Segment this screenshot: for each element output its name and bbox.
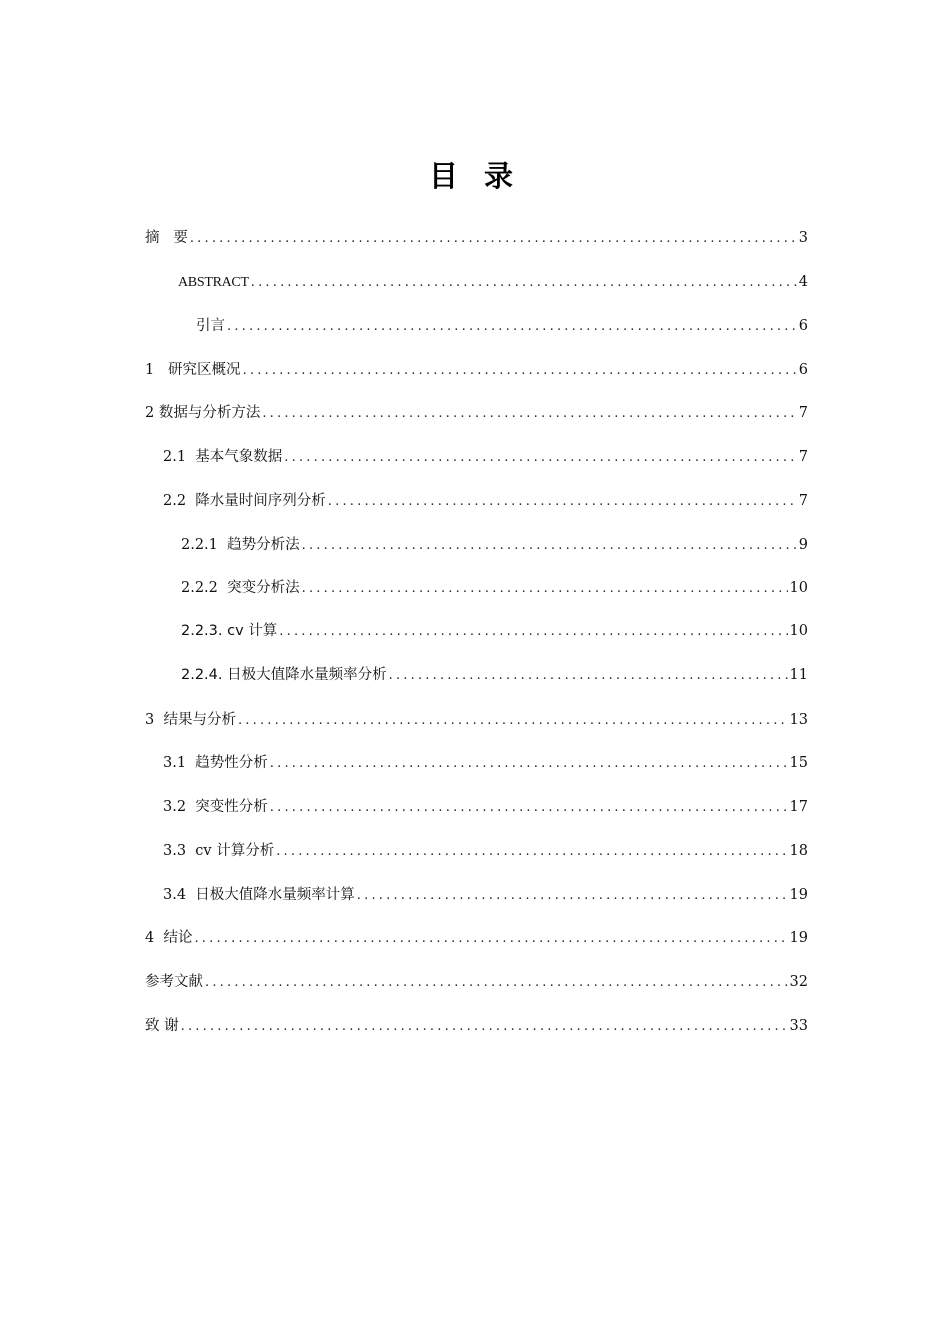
toc-leader-dots [302, 534, 797, 558]
toc-entry-label: 引言 [196, 318, 225, 334]
toc-leader-dots [190, 227, 797, 251]
toc-leader-dots [238, 709, 788, 733]
toc-entry-page: 10 [789, 580, 808, 596]
toc-entry-page: 32 [789, 974, 808, 990]
toc-leader-dots [284, 446, 796, 470]
toc-entry-page: 11 [789, 667, 808, 683]
toc-entry-label: 2.2.3. cv 计算 [181, 623, 278, 639]
toc-entry-section-4[interactable] [145, 926, 808, 950]
toc-leader-dots [194, 927, 787, 951]
toc-entry-page: 7 [798, 449, 808, 465]
toc-entry-label: 4 结论 [145, 930, 193, 946]
toc-leader-dots [251, 271, 797, 295]
toc-leader-dots [227, 315, 797, 339]
toc-leader-dots [389, 664, 788, 688]
toc-entry-label: 3.3 cv 计算分析 [163, 843, 275, 859]
toc-entry-introduction[interactable] [196, 314, 808, 338]
toc-entry-page: 10 [789, 623, 808, 639]
toc-entry-section-3-3[interactable] [163, 839, 808, 863]
toc-entry-label: 3.2 突变性分析 [163, 799, 268, 815]
toc-leader-dots [357, 884, 788, 908]
toc-entry-label: 2.1 基本气象数据 [163, 449, 283, 465]
toc-entry-page: 17 [789, 799, 808, 815]
toc-entry-page: 6 [798, 362, 808, 378]
toc-entry-label: 2.2.2 突变分析法 [181, 580, 300, 596]
toc-entry-page: 15 [789, 755, 808, 771]
toc-leader-dots [279, 620, 787, 644]
toc-entry-label: ABSTRACT [178, 275, 249, 290]
toc-entry-label: 1 研究区概况 [145, 362, 241, 378]
toc-entry-page: 3 [798, 230, 808, 246]
toc-entry-section-2-2-4[interactable] [181, 663, 808, 687]
toc-entry-section-2-1[interactable] [163, 445, 808, 469]
toc-leader-dots [270, 796, 788, 820]
toc-entry-label: 2.2.1 趋势分析法 [181, 537, 300, 553]
toc-entry-label: 2 数据与分析方法 [145, 405, 261, 421]
toc-entry-page: 4 [798, 274, 808, 290]
toc-entry-section-3-4[interactable] [163, 883, 808, 907]
toc-entry-label: 摘 要 [145, 230, 188, 246]
toc-entry-references[interactable] [145, 970, 808, 994]
toc-entry-acknowledgements[interactable] [145, 1014, 808, 1038]
page-title: 目 录 [428, 159, 522, 193]
toc-entry-section-2-2-1[interactable] [181, 533, 808, 557]
toc-entry-section-3-2[interactable] [163, 795, 808, 819]
toc-entry-section-3-1[interactable] [163, 751, 808, 775]
toc-leader-dots [262, 402, 796, 426]
toc-entry-label: 2.2 降水量时间序列分析 [163, 493, 326, 509]
toc-entry-page: 6 [798, 318, 808, 334]
toc-entry-section-2-2[interactable] [163, 489, 808, 513]
toc-entry-label: 2.2.4. 日极大值降水量频率分析 [181, 667, 387, 683]
toc-leader-dots [276, 840, 787, 864]
toc-entry-section-3[interactable] [145, 708, 808, 732]
toc-entry-label: 参考文献 [145, 974, 203, 990]
toc-entry-section-2-2-2[interactable] [181, 576, 808, 600]
toc-entry-page: 7 [798, 405, 808, 421]
toc-leader-dots [181, 1015, 788, 1039]
toc-entry-section-2[interactable] [145, 401, 808, 425]
toc-leader-dots [270, 752, 788, 776]
toc-entry-page: 33 [789, 1018, 808, 1034]
toc-entry-abstract-cn[interactable] [145, 226, 808, 250]
toc-leader-dots [205, 971, 788, 995]
toc-entry-label: 致 谢 [145, 1018, 179, 1034]
toc-leader-dots [243, 359, 797, 383]
toc-leader-dots [302, 577, 788, 601]
toc-entry-page: 9 [798, 537, 808, 553]
toc-entry-abstract-en[interactable] [178, 270, 808, 294]
toc-entry-page: 13 [789, 712, 808, 728]
toc-entry-section-2-2-3[interactable] [181, 619, 808, 643]
toc-entry-label: 3.4 日极大值降水量频率计算 [163, 887, 355, 903]
toc-entry-label: 3 结果与分析 [145, 712, 236, 728]
toc-leader-dots [328, 490, 797, 514]
toc-entry-page: 7 [798, 493, 808, 509]
toc-entry-page: 18 [789, 843, 808, 859]
toc-entry-label: 3.1 趋势性分析 [163, 755, 268, 771]
toc-entry-page: 19 [789, 930, 808, 946]
toc-entry-section-1[interactable] [145, 358, 808, 382]
toc-entry-page: 19 [789, 887, 808, 903]
